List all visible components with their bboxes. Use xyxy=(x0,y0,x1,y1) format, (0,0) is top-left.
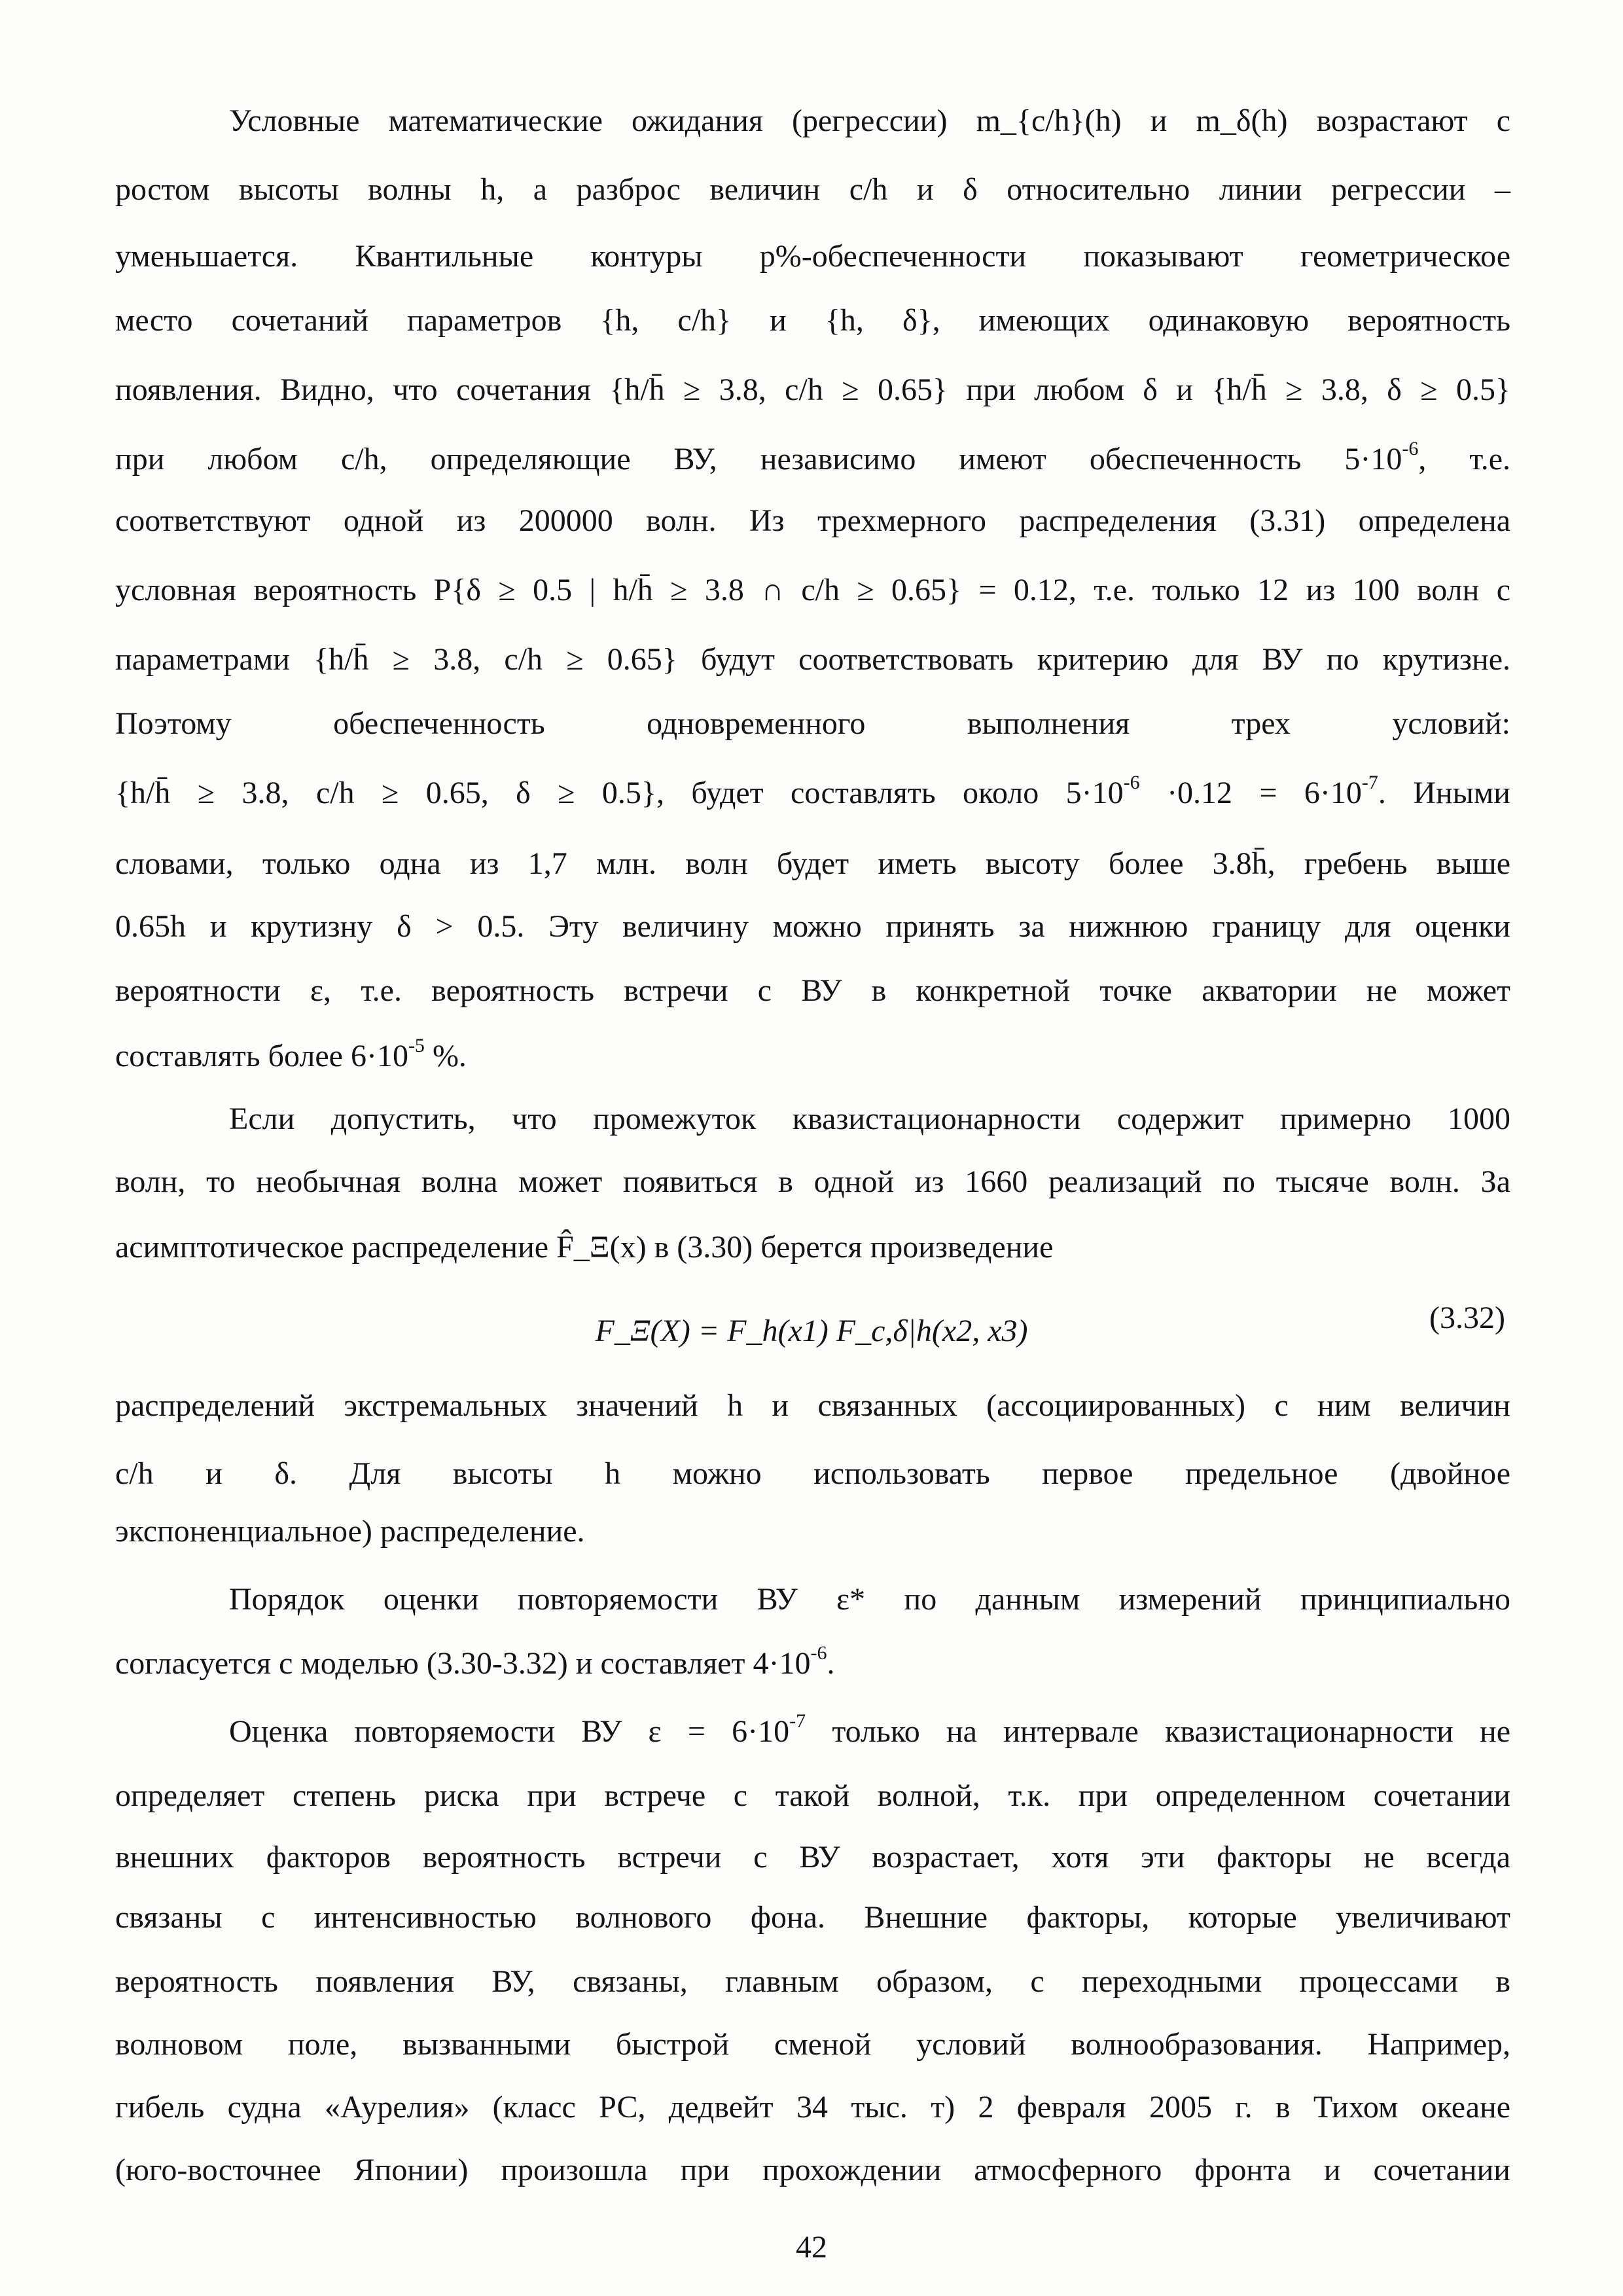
text-line: экспоненциальное) распределение. xyxy=(115,1514,585,1549)
text-line: словами, только одна из 1,7 млн. волн будет иметь высоту более 3.8h̄, гребень выше xyxy=(115,846,1510,881)
text-line: распределений экстремальных значений h и связанных (ассоциированных) с ним величин xyxy=(115,1388,1510,1423)
text-line: гибель судна «Аурелия» (класс РС, дедвейт 34 тыс. т) 2 февраля 2005 г. в Тихом океане xyxy=(115,2090,1510,2125)
text-line: Если допустить, что промежуток квазистационарности содержит примерно 1000 xyxy=(229,1102,1510,1136)
text-line: ростом высоты волны h, а разброс величин c/h и δ относительно линии регрессии – xyxy=(115,172,1510,207)
text-line: 0.65h и крутизну δ > 0.5. Эту величину можно принять за нижнюю границу для оценки xyxy=(115,909,1510,944)
text-line: вероятности ε, т.е. вероятность встречи с ВУ в конкретной точке акватории не может xyxy=(115,973,1510,1008)
text-line: при любом c/h, определяющие ВУ, независимо имеют обеспеченность $5\cdot 10^{-6}$, т.е. xyxy=(115,438,1510,476)
text-line: Порядок оценки повторяемости ВУ ε* по данным измерений принципиально xyxy=(229,1582,1510,1617)
text-line: вероятность появления ВУ, связаны, главным образом, с переходными процессами в xyxy=(115,1964,1510,1999)
text-line: появления. Видно, что сочетания {h/h̄ ≥ 3.8, c/h ≥ 0.65} при любом δ и {h/h̄ ≥ 3.8, δ ≥ 0.5} xyxy=(115,372,1510,407)
text-line: {h/h̄ ≥ 3.8, c/h ≥ 0.65, δ ≥ 0.5}, будет составлять около $5\cdot 10^{-6} \cdot 0.12 = 6\cdot 10^{-7}$. Иными xyxy=(115,772,1510,810)
text-line: Оценка повторяемости ВУ $\varepsilon = 6\cdot 10^{-7}$ только на интервале квазистационарности не xyxy=(229,1710,1510,1749)
text-line: внешних факторов вероятность встречи с ВУ возрастает, хотя эти факторы не всегда xyxy=(115,1840,1510,1874)
text-line: связаны с интенсивностью волнового фона. Внешние факторы, которые увеличивают xyxy=(115,1900,1510,1935)
text-line: уменьшается. Квантильные контуры p%-обеспеченности показывают геометрическое xyxy=(115,239,1510,274)
equation-number: (3.32) xyxy=(1429,1300,1505,1335)
text-line: определяет степень риска при встрече с такой волной, т.к. при определенном сочетании xyxy=(115,1778,1510,1813)
text-line: Условные математические ожидания (регрессии) m_{c/h}(h) и m_δ(h) возрастают с xyxy=(229,103,1510,138)
text-line: параметрами {h/h̄ ≥ 3.8, c/h ≥ 0.65} будут соответствовать критерию для ВУ по крутизне. xyxy=(115,642,1510,677)
equation: F_Ξ(X) = F_h(x1) F_c,δ|h(x2, x3) xyxy=(595,1314,1028,1348)
text-line: место сочетаний параметров {h, c/h} и {h, δ}, имеющих одинаковую вероятность xyxy=(115,303,1510,338)
text-line: волновом поле, вызванными быстрой сменой условий волнообразования. Например, xyxy=(115,2027,1510,2062)
text-line: составлять более $6\cdot 10^{-5}$ %. xyxy=(115,1035,467,1073)
page-number: 42 xyxy=(796,2230,827,2265)
text-line: волн, то необычная волна может появиться в одной из 1660 реализаций по тысяче волн. За xyxy=(115,1164,1510,1199)
text-line: согласуется с моделью (3.30-3.32) и составляет $4\cdot 10^{-6}$. xyxy=(115,1642,835,1681)
text-line: соответствуют одной из 200000 волн. Из трехмерного распределения (3.31) определена xyxy=(115,503,1510,538)
text-line: c/h и δ. Для высоты h можно использовать первое предельное (двойное xyxy=(115,1456,1510,1491)
text-line: Поэтому обеспеченность одновременного выполнения трех условий: xyxy=(115,706,1510,741)
text-line: условная вероятность P{δ ≥ 0.5 | h/h̄ ≥ 3.8 ∩ c/h ≥ 0.65} = 0.12, т.е. только 12 из 100 волн с xyxy=(115,573,1510,607)
text-line: (юго-восточнее Японии) произошла при прохождении атмосферного фронта и сочетании xyxy=(115,2153,1510,2187)
text-line: асимптотическое распределение F̂_Ξ(x) в (3.30) берется произведение xyxy=(115,1230,1054,1265)
